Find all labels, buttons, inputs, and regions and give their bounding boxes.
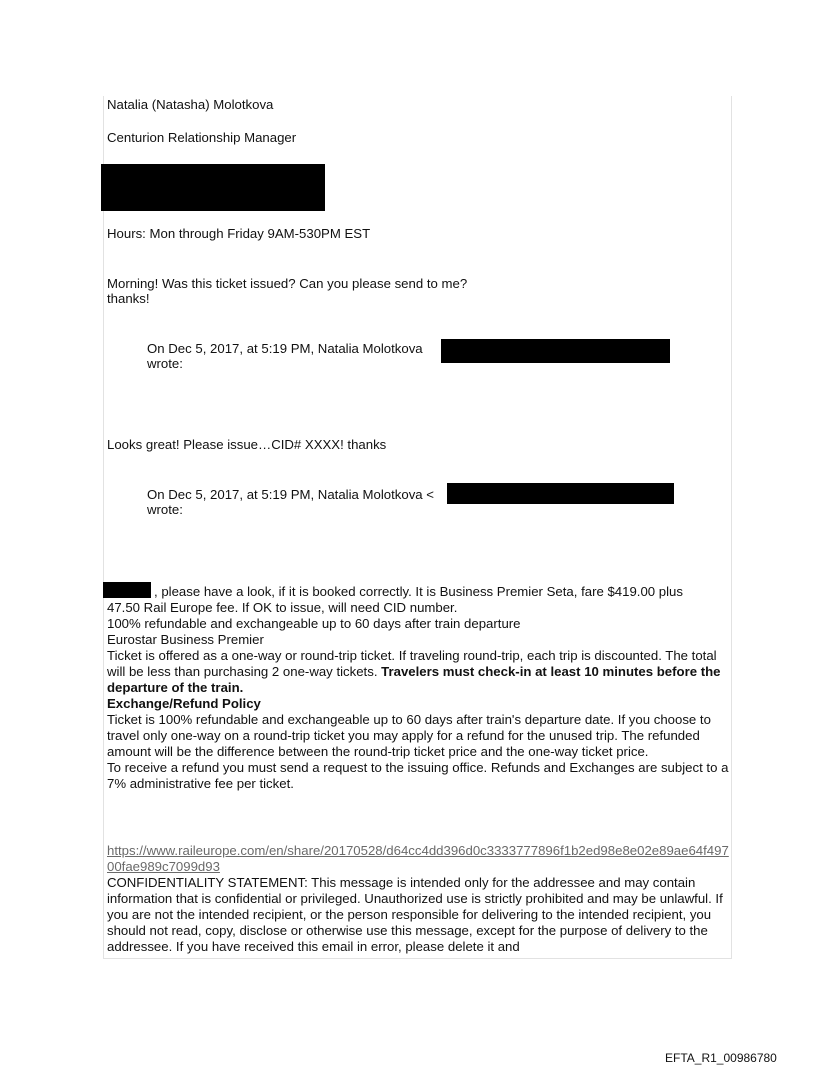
signature-name: Natalia (Natasha) Molotkova [107, 97, 274, 112]
quote-wrote-1: wrote: [147, 356, 183, 371]
quote-header-2: On Dec 5, 2017, at 5:19 PM, Natalia Molotkova < [147, 487, 434, 502]
quote-wrote-2: wrote: [147, 502, 183, 517]
footer-section [107, 843, 731, 955]
redaction-block-email-2 [447, 483, 674, 504]
signature-title: Centurion Relationship Manager [107, 130, 297, 145]
email-frame-bottom-border [103, 958, 732, 959]
policy-description-text: Ticket is offered as a one-way or round-trip ticket. If traveling round-trip, each trip is discounted. The total will be less than purchasing 2 one-way tickets. [107, 648, 717, 679]
policy-description [107, 648, 731, 696]
redaction-block-email-1 [441, 339, 670, 363]
policy-refundable: 100% refundable and exchangeable up to 60 days after train departure [107, 616, 521, 631]
policy-product: Eurostar Business Premier [107, 632, 264, 647]
policy-intro-line2: 47.50 Rail Europe fee. If OK to issue, will need CID number. [107, 600, 458, 615]
document-id: EFTA_R1_00986780 [665, 1051, 777, 1065]
message-morning-line2: thanks! [107, 291, 150, 306]
policy-checkin-warning: Travelers must check-in at least 10 minutes before the departure of the train. [107, 664, 721, 695]
raileurope-share-link[interactable]: https://www.raileurope.com/en/share/20170528/d64cc4dd396d0c3333777896f1b2ed98e8e02e89ae64f49700fae989c7099d93 [107, 843, 729, 874]
ticket-policy-section [107, 584, 731, 792]
message-looks-great: Looks great! Please issue…CID# XXXX! thanks [107, 437, 387, 452]
message-morning-line1: Morning! Was this ticket issued? Can you please send to me? [107, 276, 468, 291]
refund-request-text: To receive a refund you must send a request to the issuing office. Refunds and Exchanges are subject to a 7% administrative fee per ticket. [107, 760, 729, 791]
email-frame-right-border [731, 96, 732, 958]
email-frame-left-border [103, 96, 104, 958]
policy-intro-line1: , please have a look, if it is booked correctly. It is Business Premier Seta, fare $419.00 plus [154, 584, 683, 599]
quote-header-1: On Dec 5, 2017, at 5:19 PM, Natalia Molotkova [147, 341, 423, 356]
signature-hours: Hours: Mon through Friday 9AM-530PM EST [107, 226, 371, 241]
exchange-refund-heading: Exchange/Refund Policy [107, 696, 261, 711]
redaction-block-contact [101, 164, 325, 211]
exchange-refund-text: Ticket is 100% refundable and exchangeable up to 60 days after train's departure date. If you choose to travel only one-way on a round-trip ticket you may apply for a refund for the unused trip. The refunded amount will be the difference between the round-trip ticket price and the one-way ticket price. [107, 712, 711, 759]
confidentiality-statement: CONFIDENTIALITY STATEMENT: This message is intended only for the addressee and may contain information that is confidential or privileged. Unauthorized use is strictly prohibited and may be unlawful. If you are not the intended recipient, or the person responsible for delivering to the intended recipient, you should not read, copy, disclose or otherwise use this message, except for the purpose of delivery to the addressee. If you have received this email in error, please delete it and [107, 875, 723, 954]
